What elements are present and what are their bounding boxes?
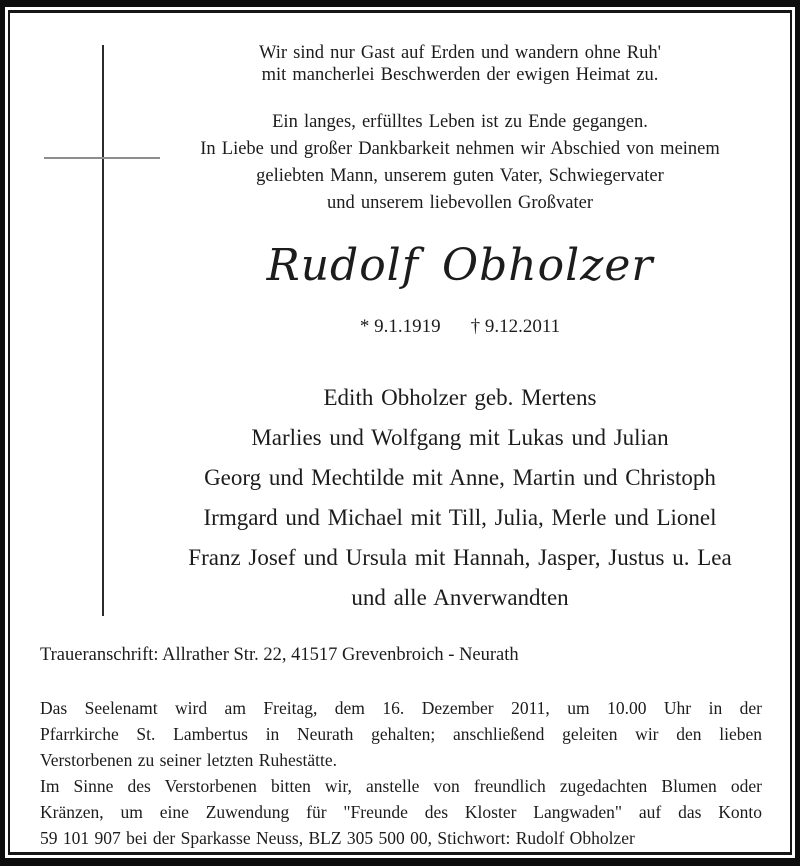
farewell-intro xyxy=(135,109,785,217)
service-line-3: Verstorbenen zu seiner letzten Ruhestätte. xyxy=(40,750,338,770)
cross-vertical-bar xyxy=(102,45,104,616)
donation-line-3: 59 101 907 bei der Sparkasse Neuss, BLZ 305 500 00, Stichwort: Rudolf Obholzer xyxy=(40,828,635,848)
mourner-line: Edith Obholzer geb. Mertens xyxy=(323,385,597,410)
mourners-list xyxy=(135,378,785,618)
mourner-line: Franz Josef und Ursula mit Hannah, Jasper, Justus u. Lea xyxy=(188,545,732,570)
life-dates xyxy=(135,315,785,339)
donation-line-1: Im Sinne des Verstorbenen bitten wir, anstelle von freundlich zugedachten Blumen oder xyxy=(40,776,762,796)
service-announcement xyxy=(40,695,762,773)
farewell-intro-line-2: In Liebe und großer Dankbarkeit nehmen wir Abschied von meinem xyxy=(200,139,720,159)
donation-line-2: Kränzen, um eine Zuwendung für "Freunde des Kloster Langwaden" auf das Konto xyxy=(40,802,762,822)
service-line-2: Pfarrkirche St. Lambertus in Neurath gehalten; anschließend geleiten wir den lieben xyxy=(40,724,762,744)
memorial-verse-line-2: mit mancherlei Beschwerden der ewigen Heimat zu. xyxy=(261,65,659,85)
deceased-name: Rudolf Obholzer xyxy=(266,240,654,291)
farewell-intro-line-1: Ein langes, erfülltes Leben ist zu Ende gegangen. xyxy=(272,112,648,132)
mourner-line: Irmgard und Michael mit Till, Julia, Merle und Lionel xyxy=(203,505,717,530)
mourning-address: Traueranschrift: Allrather Str. 22, 41517 Grevenbroich - Neurath xyxy=(40,645,519,665)
mourner-line: Georg und Mechtilde mit Anne, Martin und Christoph xyxy=(204,465,716,490)
mourner-line: Marlies und Wolfgang mit Lukas und Julian xyxy=(251,425,669,450)
death-date: † 9.12.2011 xyxy=(470,316,561,337)
memorial-verse-line-1: Wir sind nur Gast auf Erden und wandern ohne Ruh' xyxy=(259,43,661,63)
service-line-1: Das Seelenamt wird am Freitag, dem 16. Dezember 2011, um 10.00 Uhr in der xyxy=(40,698,762,718)
farewell-intro-line-3: geliebten Mann, unserem guten Vater, Schwiegervater xyxy=(256,166,664,186)
mourner-line: und alle Anverwandten xyxy=(351,585,569,610)
donation-request xyxy=(40,773,762,851)
farewell-intro-line-4: und unserem liebevollen Großvater xyxy=(327,193,593,213)
birth-date: * 9.1.1919 xyxy=(359,316,441,337)
memorial-verse xyxy=(135,42,785,86)
inner-border-frame xyxy=(8,10,792,855)
